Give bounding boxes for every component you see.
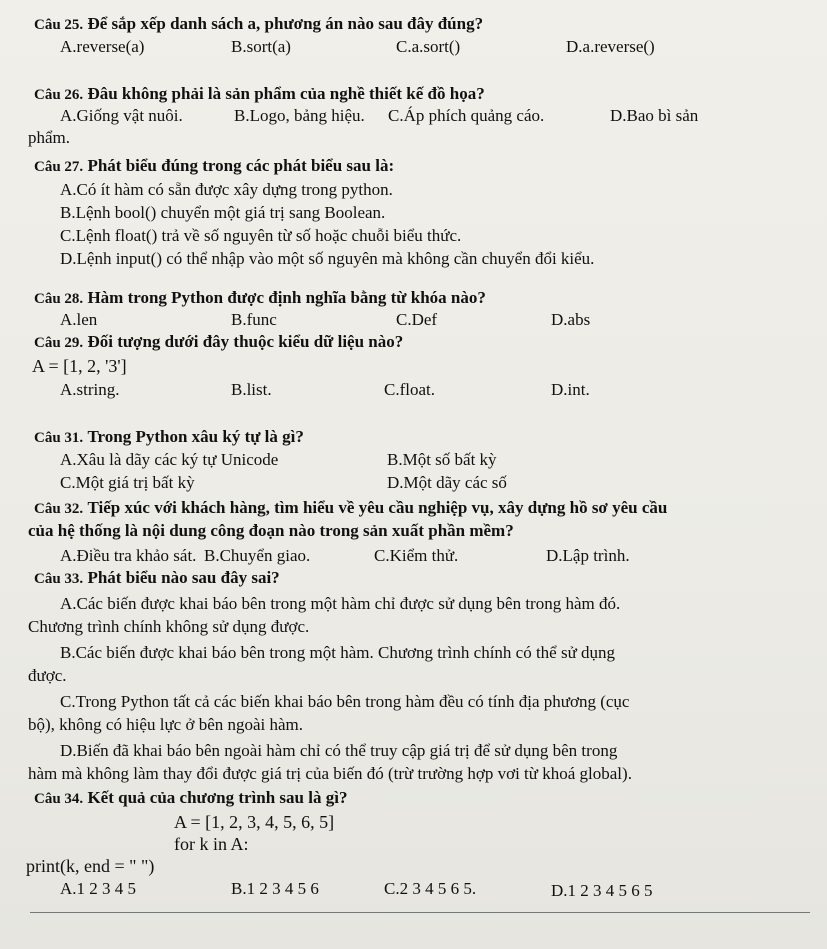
question-text: Đối tượng dưới đây thuộc kiểu dữ liệu nào?: [87, 332, 404, 351]
q27-option-a: A.Có ít hàm có sẵn được xây dựng trong python.: [60, 180, 393, 199]
q27-option-b: B.Lệnh bool() chuyển một giá trị sang Boolean.: [60, 203, 386, 222]
q29-option-d: D.int.: [551, 380, 590, 399]
q32-option-c: C.Kiểm thử.: [374, 546, 459, 565]
q25-option-a: A.reverse(a): [60, 37, 145, 56]
question-text: Hàm trong Python được định nghĩa bằng từ khóa nào?: [87, 288, 486, 307]
question-number: Câu 28.: [34, 291, 84, 307]
q29-code: A = [1, 2, '3']: [32, 356, 127, 376]
q28-option-c: C.Def: [396, 310, 438, 329]
q25-option-c: C.a.sort(): [396, 37, 461, 56]
q33-option-b: B.Các biến được khai báo bên trong một hàm. Chương trình chính có thể sử dụng: [60, 643, 616, 662]
q29-option-c: C.float.: [384, 380, 435, 399]
question-text: Phát biểu nào sau đây sai?: [87, 568, 280, 587]
question-number: Câu 33.: [34, 571, 84, 587]
q34-option-a: A.1 2 3 4 5: [60, 879, 137, 898]
q28-option-d: D.abs: [551, 310, 591, 329]
q32-option-b: B.Chuyển giao.: [204, 546, 311, 565]
q34-option-c: C.2 3 4 5 6 5.: [384, 879, 477, 898]
question-29: [34, 332, 403, 353]
q28-option-b: B.func: [231, 310, 277, 329]
question-number: Câu 26.: [34, 87, 84, 103]
question-27: [34, 156, 394, 177]
q33-option-c: C.Trong Python tất cả các biến khai báo bên trong hàm đều có tính địa phương (cục: [60, 692, 630, 711]
q26-option-d: D.Bao bì sản: [610, 106, 699, 125]
q26-option-b: B.Logo, bảng hiệu.: [234, 106, 365, 125]
q31-option-b: B.Một số bất kỳ: [387, 450, 497, 469]
q33-option-b-continuation: được.: [28, 666, 67, 685]
question-31: [34, 427, 304, 448]
question-26: [34, 84, 485, 105]
q31-option-d: D.Một dãy các số: [387, 473, 507, 492]
question-number: Câu 25.: [34, 17, 84, 33]
question-text: Kết quả của chương trình sau là gì?: [87, 788, 348, 807]
question-33: [34, 568, 280, 589]
question-text: Tiếp xúc với khách hàng, tìm hiểu về yêu cầu nghiệp vụ, xây dựng hồ sơ yêu cầu: [87, 498, 668, 517]
q33-option-d-continuation: hàm mà không làm thay đổi được giá trị của biến đó (trừ trường hợp vơi từ khoá global).: [28, 764, 632, 783]
question-number: Câu 34.: [34, 791, 84, 807]
q31-option-a: A.Xâu là dãy các ký tự Unicode: [60, 450, 279, 469]
q32-option-a: A.Điều tra khảo sát.: [60, 546, 197, 565]
q29-option-a: A.string.: [60, 380, 120, 399]
q33-option-c-continuation: bộ), không có hiệu lực ở bên ngoài hàm.: [28, 715, 304, 734]
q33-option-a: A.Các biến được khai báo bên trong một hàm chỉ được sử dụng bên trong hàm đó.: [60, 594, 621, 613]
question-28: [34, 288, 486, 309]
q33-option-a-continuation: Chương trình chính không sử dụng được.: [28, 617, 310, 636]
q34-option-d: D.1 2 3 4 5 6 5: [551, 881, 653, 900]
question-34: [34, 788, 347, 809]
q26-option-c: C.Áp phích quảng cáo.: [388, 106, 545, 125]
q34-option-b: B.1 2 3 4 5 6: [231, 879, 319, 898]
q34-code-line-3: print(k, end = " "): [26, 856, 155, 876]
question-text: Phát biểu đúng trong các phát biểu sau là:: [87, 156, 395, 175]
question-number: Câu 29.: [34, 335, 84, 351]
question-text: Đâu không phải là sản phẩm của nghề thiết kế đồ họa?: [87, 84, 485, 103]
q25-option-b: B.sort(a): [231, 37, 291, 56]
q25-option-d: D.a.reverse(): [566, 37, 655, 56]
question-32: [34, 498, 667, 519]
q26-option-d-continuation: phẩm.: [28, 128, 71, 147]
question-25: [34, 14, 483, 35]
q29-option-b: B.list.: [231, 380, 272, 399]
q33-option-d: D.Biến đã khai báo bên ngoài hàm chỉ có thể truy cập giá trị để sử dụng bên trong: [60, 741, 618, 760]
question-number: Câu 31.: [34, 430, 84, 446]
q27-option-c: C.Lệnh float() trả về số nguyên từ số hoặc chuỗi biểu thức.: [60, 226, 462, 245]
q34-code-line-1: A = [1, 2, 3, 4, 5, 6, 5]: [174, 812, 335, 832]
q27-option-d: D.Lệnh input() có thể nhập vào một số nguyên mà không cần chuyển đổi kiểu.: [60, 249, 595, 268]
q26-option-a: A.Giống vật nuôi.: [60, 106, 183, 125]
question-number: Câu 27.: [34, 159, 84, 175]
q31-option-c: C.Một giá trị bất kỳ: [60, 473, 195, 492]
q28-option-a: A.len: [60, 310, 98, 329]
q34-code-line-2: for k in A:: [174, 834, 249, 854]
question-text: Trong Python xâu ký tự là gì?: [87, 427, 304, 446]
question-text: Để sắp xếp danh sách a, phương án nào sau đây đúng?: [87, 14, 484, 33]
q32-option-d: D.Lập trình.: [546, 546, 630, 565]
q32-text-continuation: của hệ thống là nội dung công đoạn nào trong sản xuất phần mềm?: [28, 521, 514, 540]
question-number: Câu 32.: [34, 501, 84, 517]
page-bottom-rule: [30, 912, 810, 913]
